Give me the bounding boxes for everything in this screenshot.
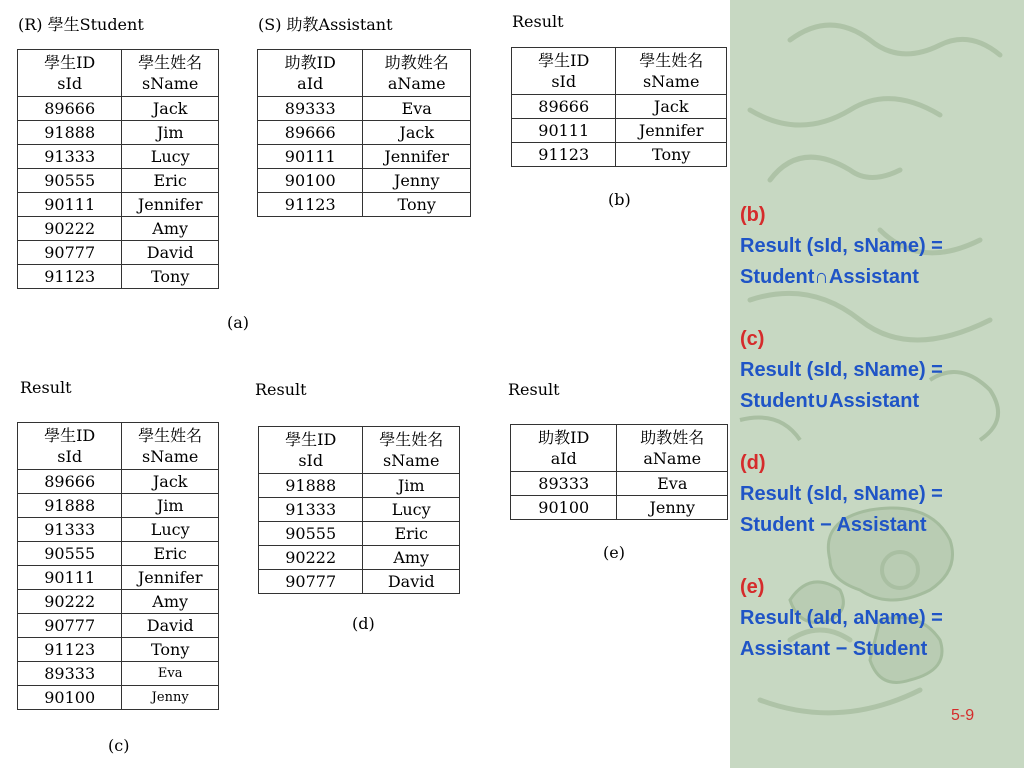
id-cell: 90555 (18, 169, 122, 193)
table-row (18, 566, 219, 590)
table-row (18, 518, 219, 542)
id-cell: 90222 (18, 217, 122, 241)
column-header-field: aId (550, 449, 577, 468)
column-header (616, 48, 727, 95)
assistant-table (257, 49, 471, 217)
table-row (18, 145, 219, 169)
table-row (18, 265, 219, 289)
table-header-row (259, 427, 460, 474)
note-e-label: (e) (740, 576, 765, 598)
id-cell: 89666 (258, 121, 363, 145)
name-cell: David (363, 570, 460, 594)
id-cell: 91333 (18, 145, 122, 169)
note-b (740, 200, 1020, 293)
table-row (18, 241, 219, 265)
column-header-chinese: 學生姓名 (138, 426, 203, 445)
name-cell: Tony (122, 638, 219, 662)
note-c-line-1: Result (sId, sName) = (740, 359, 943, 381)
name-cell: Tony (616, 143, 727, 167)
name-cell: Lucy (363, 498, 460, 522)
name-cell: Jim (122, 121, 219, 145)
name-cell: Amy (363, 546, 460, 570)
note-e-line-1: Result (aId, aName) = (740, 607, 943, 629)
id-cell: 89333 (511, 472, 617, 496)
column-header-field: aName (387, 74, 446, 93)
column-header-field: sName (141, 74, 199, 93)
table-row (18, 217, 219, 241)
column-header-chinese: 學生ID (538, 51, 590, 70)
result-b-title: Result (512, 12, 564, 31)
name-cell: Eva (363, 97, 471, 121)
column-header (18, 50, 122, 97)
result-c-table (17, 422, 219, 710)
column-header (18, 423, 122, 470)
note-c-line-2: Student∪Assistant (740, 390, 920, 412)
slide-number: 5-9 (951, 707, 975, 724)
id-cell: 91123 (18, 265, 122, 289)
result-d-table (258, 426, 460, 594)
name-cell: Jennifer (616, 119, 727, 143)
table-row (512, 95, 727, 119)
name-cell: Tony (363, 193, 471, 217)
name-cell: Jenny (122, 686, 219, 710)
id-cell: 90777 (18, 614, 122, 638)
column-header-chinese: 助教ID (284, 53, 336, 72)
result-d-title: Result (255, 380, 307, 399)
name-cell: Jennifer (122, 193, 219, 217)
id-cell: 90222 (18, 590, 122, 614)
column-header-field: aId (297, 74, 324, 93)
id-cell: 91333 (18, 518, 122, 542)
result-e-title: Result (508, 380, 560, 399)
table-row (258, 193, 471, 217)
column-header-field: sId (551, 72, 577, 91)
table-row (18, 686, 219, 710)
panel-label-b: (b) (608, 190, 631, 209)
column-header-chinese: 學生姓名 (379, 430, 444, 449)
table-row (18, 169, 219, 193)
name-cell: Jim (122, 494, 219, 518)
name-cell: Jennifer (363, 145, 471, 169)
id-cell: 90100 (258, 169, 363, 193)
column-header (258, 50, 363, 97)
table-row (18, 193, 219, 217)
id-cell: 90111 (18, 566, 122, 590)
id-cell: 90100 (18, 686, 122, 710)
name-cell: Jim (363, 474, 460, 498)
note-c (740, 324, 1020, 417)
column-header (122, 423, 219, 470)
note-b-line-1: Result (sId, sName) = (740, 235, 943, 257)
column-header-chinese: 學生ID (44, 53, 96, 72)
table-row (511, 496, 728, 520)
student-table (17, 49, 219, 289)
id-cell: 91333 (259, 498, 363, 522)
name-cell: Eric (122, 169, 219, 193)
table-row (259, 570, 460, 594)
panel-label-d: (d) (352, 614, 375, 633)
student-table-title: (R) 學生Student (18, 15, 144, 34)
name-cell: Eva (122, 662, 219, 686)
name-cell: Eric (363, 522, 460, 546)
note-e (740, 572, 1020, 665)
id-cell: 91123 (18, 638, 122, 662)
table-header-row (512, 48, 727, 95)
table-row (259, 522, 460, 546)
name-cell: Jenny (363, 169, 471, 193)
id-cell: 91888 (18, 121, 122, 145)
name-cell: Lucy (122, 145, 219, 169)
id-cell: 89666 (512, 95, 616, 119)
note-b-line-2: Student∩Assistant (740, 266, 919, 288)
column-header (259, 427, 363, 474)
id-cell: 90777 (18, 241, 122, 265)
id-cell: 90777 (259, 570, 363, 594)
id-cell: 91888 (18, 494, 122, 518)
table-row (18, 494, 219, 518)
table-row (511, 472, 728, 496)
note-d-label: (d) (740, 452, 766, 474)
id-cell: 89333 (258, 97, 363, 121)
table-row (259, 474, 460, 498)
note-e-line-2: Assistant − Student (740, 638, 928, 660)
name-cell: Amy (122, 590, 219, 614)
table-row (18, 542, 219, 566)
id-cell: 90111 (258, 145, 363, 169)
name-cell: Eva (617, 472, 728, 496)
note-c-label: (c) (740, 328, 765, 350)
name-cell: David (122, 241, 219, 265)
name-cell: Jenny (617, 496, 728, 520)
column-header (363, 427, 460, 474)
result-e-table (510, 424, 728, 520)
table-row (18, 590, 219, 614)
table-row (259, 498, 460, 522)
table-row (512, 143, 727, 167)
column-header-chinese: 學生姓名 (639, 51, 704, 70)
name-cell: Amy (122, 217, 219, 241)
result-b-table (511, 47, 727, 167)
column-header-chinese: 學生ID (44, 426, 96, 445)
id-cell: 90222 (259, 546, 363, 570)
name-cell: Tony (122, 265, 219, 289)
table-row (18, 121, 219, 145)
table-row (18, 97, 219, 121)
table-row (258, 121, 471, 145)
table-header-row (18, 50, 219, 97)
column-header-chinese: 助教姓名 (640, 428, 705, 447)
table-row (258, 97, 471, 121)
table-header-row (258, 50, 471, 97)
id-cell: 91123 (512, 143, 616, 167)
table-row (512, 119, 727, 143)
column-header-field: sName (141, 447, 199, 466)
table-row (259, 546, 460, 570)
id-cell: 89333 (18, 662, 122, 686)
table-header-row (18, 423, 219, 470)
table-row (258, 145, 471, 169)
id-cell: 90111 (18, 193, 122, 217)
table-row (258, 169, 471, 193)
note-d (740, 448, 1020, 541)
column-header-chinese: 學生ID (285, 430, 337, 449)
table-header-row (511, 425, 728, 472)
column-header (512, 48, 616, 95)
name-cell: Lucy (122, 518, 219, 542)
panel-label-a: (a) (227, 313, 250, 332)
id-cell: 89666 (18, 97, 122, 121)
column-header-field: aName (643, 449, 702, 468)
note-d-line-2: Student − Assistant (740, 514, 927, 536)
column-header-field: sName (383, 451, 440, 470)
id-cell: 90111 (512, 119, 616, 143)
note-b-label: (b) (740, 204, 766, 226)
column-header (363, 50, 471, 97)
id-cell: 91888 (259, 474, 363, 498)
table-row (18, 662, 219, 686)
column-header-chinese: 助教ID (538, 428, 590, 447)
set-operations-notes (740, 200, 1020, 696)
name-cell: Jack (363, 121, 471, 145)
assistant-table-title: (S) 助教Assistant (258, 15, 393, 34)
column-header-chinese: 助教姓名 (384, 53, 449, 72)
result-c-title: Result (20, 378, 72, 397)
id-cell: 90555 (18, 542, 122, 566)
name-cell: Eric (122, 542, 219, 566)
panel-label-e: (e) (603, 543, 625, 562)
name-cell: Jack (122, 470, 219, 494)
name-cell: Jennifer (122, 566, 219, 590)
column-header (122, 50, 219, 97)
column-header-field: sId (57, 447, 83, 466)
table-row (18, 470, 219, 494)
column-header-chinese: 學生姓名 (138, 53, 203, 72)
table-row (18, 638, 219, 662)
id-cell: 90100 (511, 496, 617, 520)
name-cell: Jack (616, 95, 727, 119)
column-header-field: sId (57, 74, 83, 93)
column-header-field: sId (298, 451, 324, 470)
column-header (617, 425, 728, 472)
column-header-field: sName (643, 72, 700, 91)
name-cell: David (122, 614, 219, 638)
panel-label-c: (c) (108, 736, 130, 755)
table-row (18, 614, 219, 638)
name-cell: Jack (122, 97, 219, 121)
id-cell: 89666 (18, 470, 122, 494)
id-cell: 90555 (259, 522, 363, 546)
id-cell: 91123 (258, 193, 363, 217)
column-header (511, 425, 617, 472)
note-d-line-1: Result (sId, sName) = (740, 483, 943, 505)
